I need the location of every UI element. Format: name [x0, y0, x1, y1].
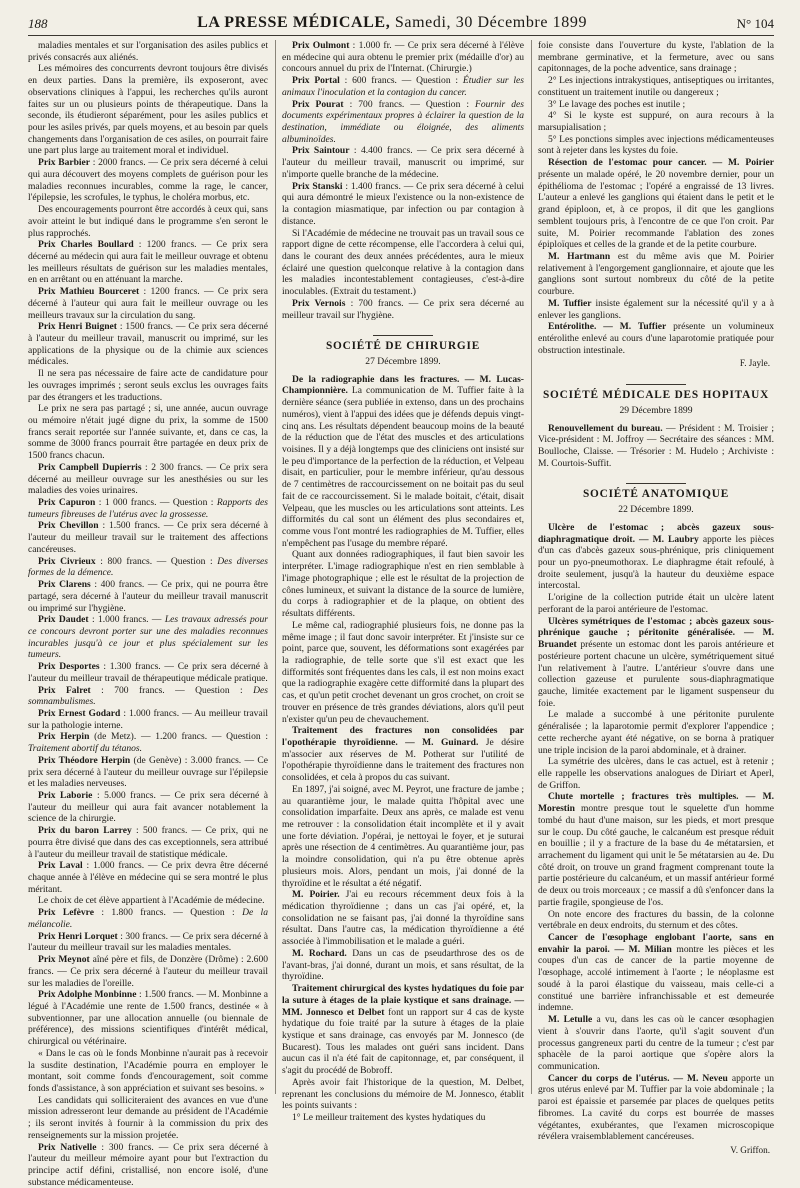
paragraph — [282, 40, 524, 75]
paragraph-text: maladies mentales et sur l'organisation des asiles publics et privés consacrés aux aliénés. — [28, 40, 268, 63]
chirurgie-report — [282, 374, 524, 1124]
paragraph — [28, 614, 268, 661]
paragraph-text: est du même avis que M. Poirier relativement à l'engorgement ganglionnaire, et ajoute que les ganglions sont surtout nombreux du côté de la petite courbure. — [538, 250, 774, 298]
paragraph-text: Il ne sera pas nécessaire de faire acte de candidature pour les ouvrages imprimés ; seront seuls exclus les ouvrages faits par des étrangers et les traductions. — [28, 368, 268, 403]
paragraph-text: (de Metz). — 1.200 francs. — Question : — [89, 731, 269, 743]
section-title-text: SOCIÉTÉ MÉDICALE DES HOPITAUX — [542, 389, 770, 402]
paragraph — [28, 1048, 268, 1095]
section-date-anatomique: 22 Décembre 1899. — [618, 504, 694, 516]
paragraph-italic: Les travaux adressés pour ce concours devront porter sur une des maladies reconnues incurables jusqu'à ce jour et plus spécialement sur les tumeurs. — [28, 614, 268, 661]
paragraph — [538, 1014, 774, 1073]
paragraph-text: foie consiste dans l'ouverture du kyste, l'ablation de la membrane germinative, et la fermeture, avec ou sans capitonnages, de la poche adventice, sans drainage ; — [538, 40, 774, 75]
paragraph-text: insiste également sur la nécessité qu'il y a à enlever les ganglions. — [538, 297, 774, 321]
page-header — [28, 10, 774, 36]
paragraph — [538, 110, 774, 133]
paragraph — [282, 298, 524, 321]
paragraph-heading: M. Hartmann — [548, 250, 611, 262]
paragraph-text: Des encouragements pourront être accordés à ceux qui, sans avoir atteint le but indiqué dans le programme s'en seront le plus rapprochés. — [28, 204, 268, 239]
paragraph-text: : 1.000 francs. — — [88, 614, 165, 626]
paragraph-heading: Cancer du corps de l'utérus. — M. Neveu — [548, 1072, 728, 1084]
paragraph-text: : 300 francs. — Ce prix sera décerné à l'auteur du meilleur mémoire ayant pour but l'extraction du principe actif défini, cristallisé, non encore isolé, d'une substance médicamenteuse. — [28, 1141, 268, 1188]
paragraph-heading: Prix Laborie — [38, 790, 93, 801]
paragraph-heading: Prix Campbell Dupierris — [38, 461, 142, 473]
paragraph — [538, 592, 774, 615]
paragraph — [28, 989, 268, 1048]
paragraph-heading: Chute mortelle ; fractures très multiples. — M. Morestin — [538, 791, 774, 815]
paragraph — [28, 321, 268, 368]
paragraph-text: Le prix ne sera pas partagé ; si, une année, aucun ouvrage ou mémoire n'était jugé digne du prix, la somme de 1500 francs serait reportée sur l'année suivante, et, dans ce cas, la somme de 3000 francs pourrait être partagée en deux prix de 1500 francs chacun. — [28, 403, 268, 462]
paragraph-text: : 300 francs. — Ce prix sera décerné à l'auteur du meilleur travail sur les maladies mentales. — [28, 930, 268, 954]
paragraph — [282, 983, 524, 1077]
paragraph — [28, 685, 268, 708]
paragraph-text: 1° Le meilleur traitement des kystes hydatiques du — [292, 1111, 486, 1123]
paragraph-heading: Prix Henri Lorquet — [38, 930, 118, 942]
paragraph — [538, 756, 774, 791]
paragraph — [28, 907, 268, 930]
paragraph-text: : 1.400 francs. — Ce prix sera décerné à celui qui aura démontré le mieux l'existence ou la non-existence de la contagion miasmatique, par infection ou par contagion à distance. — [282, 180, 524, 227]
paragraph — [282, 99, 524, 146]
paragraph-heading: Prix Mathieu Bourceret — [38, 286, 140, 298]
paragraph — [538, 522, 774, 592]
paragraph-text: Je désire m'associer aux réserves de M. Potherat sur l'utilité de l'opothérapie thyroïdienne dans le traitement des fractures non consolidées, et cela à propos du cas suivant. — [282, 736, 524, 784]
paragraph — [28, 368, 268, 403]
anatomique-report — [538, 522, 774, 1143]
paragraph-heading: Prix Saintour — [292, 145, 350, 157]
paragraph — [28, 1095, 268, 1142]
paragraph-text: 2° Les injections intrakystiques, antiseptiques ou irritantes, constituent un traitement inutile ou dangereux ; — [538, 75, 774, 98]
paragraph — [282, 889, 524, 948]
paragraph-text: : 2 300 francs. — Ce prix sera décerné au meilleur ouvrage sur les anesthésies ou sur les maladies des voies urinaires. — [28, 461, 268, 497]
paragraph — [282, 549, 524, 619]
paragraph — [282, 374, 524, 550]
paragraph-heading: Prix Barbier — [38, 157, 91, 169]
paragraph — [538, 423, 774, 470]
paragraph-heading: Prix Vernois — [292, 297, 346, 309]
paragraph-text: : 1.500 francs. — M. Monbinne a légué à l'Académie une rente de 1.500 francs, destinée « à subventionner, par une allocation annuelle (ou biennale de préférence), des missions scientifiques d'intérêt médical, chirurgical ou vétérinaire. — [28, 989, 268, 1048]
issue-number: N° 104 — [736, 16, 774, 31]
paragraph-heading: Prix Nativelle — [38, 1141, 97, 1153]
paragraph — [28, 403, 268, 462]
paragraph-text: : 500 francs. — Ce prix, qui ne pourra être divisé que dans des cas exceptionnels, sera attribué à l'auteur du meilleur travail de statistique médicale. — [28, 825, 269, 860]
paragraph-text: : 5.000 francs. — Ce prix sera décerné à l'auteur du meilleur qui aura fait avancer notablement la science de la chirurgie. — [28, 790, 269, 825]
paragraph — [28, 661, 268, 684]
paragraph-heading: Prix Stanski — [292, 180, 343, 192]
paragraph-text: : 700 francs. — Ce prix sera décerné au meilleur travail sur l'hygiène. — [282, 297, 525, 321]
paragraph-italic: Étudier sur les animaux l'inoculation et la contagion du cancer. — [282, 75, 524, 98]
paragraph-heading: Prix Ernest Godard — [38, 707, 121, 719]
paragraph-text: L'origine de la collection putride était un ulcère latent perforant de la paroi antérieure de l'estomac. — [538, 592, 774, 615]
section-rule — [626, 483, 686, 484]
paragraph-text: : 800 francs. — Question : — [95, 555, 218, 567]
paragraph — [282, 145, 524, 180]
paragraph — [28, 895, 268, 907]
section-title-chirurgie — [282, 329, 524, 353]
paragraph — [28, 755, 268, 790]
paragraph-italic: Rapports des tumeurs fibreuses de l'utérus avec la grossesse. — [28, 497, 268, 520]
section-rule — [373, 335, 433, 336]
paragraph-heading: Renouvellement du bureau. — [548, 422, 663, 434]
paragraph-text: : 700 francs. — Question : — [343, 98, 476, 110]
paragraph-text: a vu, dans les cas où le cancer œsophagien vient à s'ouvrir dans l'aorte, qu'il s'agit souvent d'un processus gangreneux parti du centre de la tumeur ; c'est par sphacèle de la paroi aortique que s'opère alors la communication. — [538, 1014, 775, 1072]
paragraph — [28, 556, 268, 579]
section-rule — [626, 384, 686, 385]
paragraph — [538, 75, 774, 98]
column-divider — [275, 40, 276, 1094]
chirurgie-report-continued — [538, 40, 774, 356]
column-middle — [282, 40, 525, 1123]
paragraph — [282, 784, 524, 889]
paragraph-heading: Ulcère de l'estomac ; abcès gazeux sous-diaphragmatique droit. — M. Laubry — [538, 521, 774, 545]
paragraph-text: : 400 francs. — Ce prix, qui ne pourra être partagé, sera décerné à l'auteur du meilleur travail manuscrit ou imprimé sur l'hygiène. — [28, 579, 268, 614]
paragraph-text: (de Genève) : 3.000 francs. — Ce prix sera décerné à l'auteur du meilleur ouvrage sur l'épilepsie et les maladies nerveuses. — [28, 754, 268, 790]
paragraph-heading: Prix Herpin — [38, 731, 90, 743]
paragraph-heading: De la radiographie dans les fractures. — M. Lucas-Championnière. — [282, 373, 524, 397]
paragraph-text: Quant aux données radiographiques, il faut bien savoir les interpréter. L'image radiographique n'est en rien semblable à l'image photographique ; elle est le résultat de la projection de cônes lumineux, et suivant la distance de la source de lumière, du corps à radiographier et de la plaque, on obtient des résultats différents. — [282, 549, 524, 620]
paragraph-heading: Prix Charles Boullard — [38, 239, 134, 251]
paragraph-text: Le choix de cet élève appartient à l'Académie de médecine. — [38, 895, 265, 907]
paragraph — [282, 75, 524, 98]
paragraph — [28, 731, 268, 754]
paragraph-text: : 4.400 francs. — Ce prix sera décerné à l'auteur du meilleur travail, manuscrit ou imprimé, sur n'importe quelle branche de la médecine. — [282, 145, 524, 180]
author-signature: F. Jayle. — [739, 358, 770, 369]
paragraph-text: apporte un gros utérus enlevé par M. Tuffier par la voie abdominale ; la paroi est épaissie et parsemée par places de quelques petits fibromes. La cavité du corps est bourrée de masses végétantes, exubérantes, que l'examen microscopique révélera vraisemblablement cancéreuses. — [538, 1072, 774, 1143]
paragraph-italic: Traitement abortif du tétanos. — [28, 743, 143, 755]
paragraph-italic: De la mélancolie. — [28, 907, 268, 930]
paragraph-heading: Prix Capuron — [38, 497, 96, 509]
paragraph-text: La communication de M. Tuffier faite à la dernière séance (sera publiée in extenso, dans un des prochains numéros), vient à l'appui des idées que je défends depuis vingt-cinq ans. Les résultats dépendent beaucoup moins de la beauté de la réduction que de l'état des muscles et des articulations voisines. Il y a déjà longtemps que des cliniciens ont insisté sur le peu d'importance de la perfection de la réduction, et Velpeau disait, en particulier, pour le membre inférieur, qu'au dessous de 7 centimètres de raccourcissement on ne boitait pas du seul fait de ce raccourcissement. Si le malade boitait, c'était, disait Velpeau, que les muscles ou les articulations sont atteints. Les difformités du cal sont un élément des plus secondaires et, comme vous l'ont montré les radiographies de M. Tuffier, elles n'empêchent pas l'usage du membre réparé. — [282, 385, 524, 549]
paragraph-heading: Prix Daudet — [38, 614, 89, 626]
paragraph — [538, 791, 774, 908]
paragraph-text: aîné père et fils, de Donzère (Drôme) : 2.600 francs. — Ce prix sera décerné à l'auteur du meilleur travail sur les maladies de l'oreille. — [28, 954, 268, 989]
paragraph-text: : 1500 francs. — Ce prix sera décerné à l'auteur du meilleur travail, manuscrit ou imprimé, sur les applications de la physique ou de la chimie aux sciences médicales. — [28, 321, 269, 368]
paragraph — [28, 520, 268, 555]
paragraph-heading: Traitement chirurgical des kystes hydatiques du foie par la suture à étages de la plaie kystique et sans drainage. — MM. Jonnesco et Delbet — [282, 983, 524, 1018]
paragraph-text: montre presque tout le squelette d'un homme tombé du haut d'une maison, sur les pieds, et mort presque sur le coup. Du côté gauche, le calcanéum est presque réduit en bouillie ; il y a fracture de la base du 4e métatarsien, et arrachement du ligament qui unit le 5e métatarsien au 4e. Du côté droit, on trouve un grand fragment comprenant toute la partie postérieure du calcanéum, et un massif antérieur formé de deux ou trois morceaux ; ce massif a dû s'enfoncer dans la partie fragile, spongieuse de l'os. — [538, 803, 774, 908]
paragraph-text: présente un malade opéré, le 20 novembre dernier, pour un épithélioma de l'estomac ; l'opéré a engraissé de 13 livres. L'auteur a enlevé les ganglions qui étaient dans le petit et le grand épiploon, et, à ce propos, il dit que les ganglions semblent toujours pris, à l'encontre de ce que l'on croit. Par suite, M. Poirier recommande l'ablation des zones épiploïques et celles de la grande et de la petite courbure. — [538, 168, 774, 251]
paragraph-text: : 1.000 francs. — Ce prix devra être décerné chaque année à l'élève en médecine qui se sera montré le plus méritant. — [28, 860, 268, 895]
column-right — [538, 40, 775, 1155]
paragraph-text: « Dans le cas où le fonds Monbinne n'aurait pas à recevoir la susdite destination, l'Académie pourra en employer le montant, soit comme fonds d'encouragement, soit comme fonds d'assistance, à son appréciation et suivant ses besoins. » — [28, 1047, 268, 1094]
paragraph — [28, 825, 268, 860]
section-title-text: SOCIÉTÉ DE CHIRURGIE — [325, 340, 481, 353]
paragraph — [282, 181, 524, 228]
paragraph-text: La symétrie des ulcères, dans le cas actuel, est à retenir ; elle rappelle les observations analogues de Diriart et Aperl, de Griffon. — [538, 756, 774, 791]
hopitaux-report — [538, 423, 774, 470]
paragraph-text: Les mémoires des concurrents devront toujours être divisés en deux parties. Dans la première, ils exposeront, avec observations cliniques à l'appui, les recherches qu'ils auront faites sur un ou plusieurs points de thérapeutique. Dans la seconde, ils étudieront séparément, pour les asiles publics et pour les asiles privés, par quels moyens, et au besoin par quels changements dans l'organisation de ces asiles, on pourrait faire une part plus large au traitement moral et individuel. — [28, 63, 268, 157]
paragraph — [538, 298, 774, 321]
paragraph-heading: M. Poirier. — [292, 889, 340, 901]
paragraph — [28, 40, 268, 63]
paragraph-italic: Fournir des documents expérimentaux propres à éclairer la question de la destination, immédiate ou éloignée, des aliments albuminoïdes. — [282, 98, 524, 145]
prize-list — [28, 40, 268, 1188]
paragraph-text: : 1 000 francs. — Question : — [95, 497, 217, 509]
paragraph-heading: Prix Desportes — [38, 661, 100, 673]
paragraph-heading: Ulcères symétriques de l'estomac ; abcès gazeux sous-phrénique gauche ; péritonite généralisée. — M. Bruandet — [538, 615, 774, 651]
paragraph — [28, 860, 268, 895]
page-number: 188 — [28, 16, 48, 31]
paragraph — [282, 948, 524, 983]
section-title-anatomique — [538, 477, 774, 501]
paragraph — [28, 63, 268, 157]
paragraph-heading: Prix Oulmont — [292, 40, 350, 51]
paragraph — [282, 725, 524, 784]
paragraph-text: Le même cal, radiographié plusieurs fois, ne donne pas la même image ; il faut donc savoir interpréter. Et j'insiste sur ce point, parce que, souvent, les déformations sont exagérées par la radiographie, de telle sorte que s'il est exact que les difformités sont fréquentes dans les cals, il est non moins exact que la radiographie exagère cette difformité dans la plupart des cas, et qu'un petit crochet devenant un gros crochet, on croit se trouver en présence de très grandes déviations, alors qu'il peut n'exister qu'un peu de chevauchement. — [282, 619, 524, 725]
masthead — [197, 14, 587, 32]
paragraph — [538, 134, 774, 157]
paragraph-text: : 1.300 francs. — Ce prix sera décerné à l'auteur du meilleur travail de thérapeutique médicale pratique. — [28, 661, 269, 684]
masthead-title: LA PRESSE MÉDICALE, — [197, 14, 391, 31]
paragraph-text: présente un volumineux entérolithe enlevé au cours d'une laparotomie pratiquée pour obstruction intestinale. — [538, 321, 774, 356]
paragraph — [28, 204, 268, 239]
paragraph-text: : 1.500 francs. — Ce prix sera décerné à l'auteur du meilleur travail sur le traitement des affections cancéreuses. — [28, 520, 268, 555]
paragraph-text: : 1200 francs. — Ce prix sera décerné au médecin qui aura fait le meilleur ouvrage et obtenu les meilleurs résultats de guérison sur les maladies mentales, en en arrêtant ou en atténuant la marche. — [28, 239, 268, 286]
paragraph — [28, 239, 268, 286]
paragraph — [538, 251, 774, 298]
paragraph-heading: Prix Lefèvre — [38, 907, 94, 919]
paragraph-text: Dans un cas de pseudarthrose des os de l'avant-bras, j'ai donné, durant un mois, et sans résultat, de la thyroïdine. — [282, 947, 524, 983]
paragraph — [28, 790, 268, 825]
paragraph-text: : 1.000 francs. — Au meilleur travail sur la pathologie interne. — [28, 707, 268, 731]
author-signature: V. Griffon. — [730, 1144, 770, 1155]
paragraph-heading: M. Letulle — [548, 1014, 593, 1026]
paragraph — [282, 620, 524, 725]
paragraph — [28, 931, 268, 954]
paragraph-heading: Prix du baron Larrey — [38, 825, 132, 837]
column-left — [28, 40, 269, 1188]
paragraph-text: : 2000 francs. — Ce prix sera décerné à celui qui aura découvert des moyens complets de guérison pour les maladies reconnues incurables, comme la rage, le cancer, l'épilepsie, les scrofules, le typhus, le choléra morbus, etc. — [28, 157, 268, 204]
paragraph-heading: Prix Laval — [38, 860, 83, 872]
paragraph-heading: Prix Chevillon — [38, 520, 99, 532]
paragraph — [28, 462, 268, 497]
paragraph — [538, 1073, 774, 1143]
paragraph-heading: Prix Clarens — [38, 579, 91, 591]
paragraph-heading: Prix Civrieux — [38, 555, 96, 567]
paragraph-heading: M. Rochard. — [292, 947, 347, 959]
section-title-text: SOCIÉTÉ ANATOMIQUE — [582, 488, 730, 501]
paragraph-heading: Prix Meynot — [38, 954, 90, 966]
paragraph-heading: Prix Portal — [292, 75, 340, 87]
section-date-hopitaux: 29 Décembre 1899 — [619, 404, 693, 416]
column-divider — [531, 40, 532, 1094]
paragraph — [28, 954, 268, 989]
paragraph-text: font un rapport sur 4 cas de kyste hydatique du foie traité par la suture à étages de la plaie kystique et sans drainage, cas envoyés par M. Jonnesco (de Bucarest). Tous les malades ont guéri sans incident. Dans aucun cas il n'a été fait de capitonnage, et, par conséquent, il s'agit du procédé de Bobroff. — [282, 1006, 525, 1077]
paragraph-text: On note encore des fractures du bassin, de la colonne vertébrale en deux endroits, du sternum et des côtes. — [538, 908, 774, 932]
paragraph — [28, 579, 268, 614]
paragraph-heading: Prix Théodore Herpin — [38, 754, 131, 766]
paragraph — [28, 286, 268, 321]
paragraph-text: Les candidats qui solliciteraient des avances en vue d'une mission adresseront leur demande au président de l'Académie ; ils seront invités à fournir à la commission du prix des renseignements sur la mission projetée. — [28, 1094, 268, 1141]
paragraph-text: : 600 francs. — Question : — [339, 75, 463, 87]
paragraph-text: montre les pièces et les coupes d'un cas de cancer de la partie moyenne de l'œsophage, accolé intimement à l'aorte ; le néoplasme est soudé à la paroi élastique du vaisseau, mais celle-ci a constitué une barrière infranchissable et est demeurée indemne. — [538, 943, 774, 1014]
paragraph — [28, 497, 268, 520]
paragraph-text: Après avoir fait l'historique de la question, M. Delbet, reprenant les conclusions du mémoire de M. Jonnesco, établit les points suivants : — [282, 1076, 524, 1112]
paragraph-text: : 1.800 francs. — Question : — [93, 907, 243, 919]
paragraph — [28, 157, 268, 204]
paragraph — [282, 228, 524, 298]
paragraph-heading: Prix Adolphe Monbinne — [38, 989, 137, 1001]
paragraph-italic: Des diverses formes de la démence. — [28, 555, 268, 579]
paragraph — [538, 321, 774, 356]
paragraph — [538, 40, 774, 75]
paragraph-italic: Des somnambulismes. — [28, 684, 269, 708]
paragraph-heading: Résection de l'estomac pour cancer. — M. Poirier — [548, 157, 774, 169]
paragraph — [538, 157, 774, 251]
section-date-chirurgie: 27 Décembre 1899. — [365, 355, 441, 367]
paragraph-text: 3° Le lavage des poches est inutile ; — [548, 98, 686, 110]
paragraph — [538, 99, 774, 111]
paragraph — [28, 708, 268, 731]
paragraph-text: En 1897, j'ai soigné, avec M. Peyrot, une fracture de jambe ; au quarantième jour, le malade quitta l'hôpital avec une consolidation imparfaite. Deux ans après, ce malade est venu me retrouver : la consolidation était incomplète et il y avait une forte déviation. J'opérai, je nettoyai le foyer, et je suturai après une résection de 4 centimètres. Au quarantième jour, pas la moindre consolidation, qui n'a pu être obtenue après plusieurs mois. Alors, pendant un mois, j'ai donné de la thyroïdine et le résultat a été négatif. — [282, 783, 524, 889]
paragraph — [538, 616, 774, 710]
paragraph-text: 5° Les ponctions simples avec injections médicamenteuses sont à rejeter dans les kystes du foie. — [538, 133, 774, 157]
paragraph-heading: Prix Pourat — [292, 98, 344, 110]
paragraph-heading: Prix Falret — [38, 684, 91, 696]
paragraph-text: : 1200 francs. — Ce prix sera décerné à l'auteur qui aura fait le meilleur ouvrage ou les meilleurs travaux sur la circulation du sang. — [28, 286, 268, 321]
paragraph-text: Le malade a succombé à une péritonite purulente généralisée ; la laparotomie permit d'explorer l'appendice ; cette recherche ayant été négative, on se borna à pratiquer une triple incision de la paroi abdominale, et à drainer. — [538, 709, 774, 756]
paragraph-heading: Traitement des fractures non consolidées par l'opothérapie thyroïdienne. — M. Guinard. — [282, 725, 524, 748]
paragraph-heading: Cancer de l'œsophage englobant l'aorte, sans en envahir la paroi. — M. Milian — [538, 932, 774, 955]
paragraph-text: : 1.000 fr. — Ce prix sera décerné à l'élève en médecine qui aura obtenu le premier prix (médaille d'or) au concours annuel du prix de l'Internat. (Chirurgie.) — [282, 40, 524, 75]
paragraph-text: J'ai eu recours récemment deux fois à la médication thyroïdienne ; dans un cas j'ai opéré, et, la consolidation ne se faisant pas, j'ai donné la thyroïdine sans résultat. Dans l'autre cas, la médication thyroïdienne a été associée à l'immobilisation et le malade a guéri. — [282, 889, 525, 948]
paragraph — [282, 1112, 524, 1124]
prize-list-continued — [282, 40, 524, 321]
paragraph — [538, 909, 774, 932]
paragraph-text: — Président : M. Troisier ; Vice-président : M. Joffroy — Secrétaire des séances : MM. Boulloche, Claisse. — Trésorier : M. Hudelo ; Archiviste : M. Courtois-Suffit. — [538, 422, 775, 469]
paragraph-text: Si l'Académie de médecine ne trouvait pas un travail sous ce rapport digne de cette récompense, elle l'accordera à celui qui, dans le courant des deux années précédentes, aura le mieux éclairé une question quelconque relative à la contagion dans les maladies incontestablement contagieuses, c'est-à-dire inoculables. (Extrait du testament.) — [282, 227, 524, 298]
paragraph-heading: Entérolithe. — M. Tuffier — [548, 321, 667, 333]
paragraph — [538, 932, 774, 1014]
paragraph-text: apporte les pièces d'un cas d'abcès gazeux sous-phrénique, pris cliniquement pour un pyo-pneumothorax. Le diaphragme était refoulé, à droite seulement, jusqu'à la hauteur du deuxième espace intercostal. — [538, 533, 774, 592]
paragraph-text: : 700 francs. — Question : — [90, 684, 254, 696]
paragraph — [28, 1142, 268, 1188]
section-title-hopitaux — [538, 378, 774, 402]
paragraph-text: 4° Si le kyste est suppuré, on aura recours à la marsupialisation ; — [538, 110, 774, 134]
paragraph-heading: Prix Henri Buignet — [38, 321, 117, 333]
paragraph — [282, 1077, 524, 1112]
paragraph-text: présente un estomac dont les parois antérieure et postérieure portent chacune un ulcère, symétriquement situé l'un relativement à l'autre. L'antérieur s'ouvre dans une collection gazeuse et purulente sous-diaphragmatique gauche, limitée exactement par le ligament suspenseur du foie. — [538, 639, 774, 709]
paragraph-heading: M. Tuffier — [548, 297, 592, 309]
paragraph — [538, 709, 774, 756]
issue-date: Samedi, 30 Décembre 1899 — [394, 14, 588, 31]
